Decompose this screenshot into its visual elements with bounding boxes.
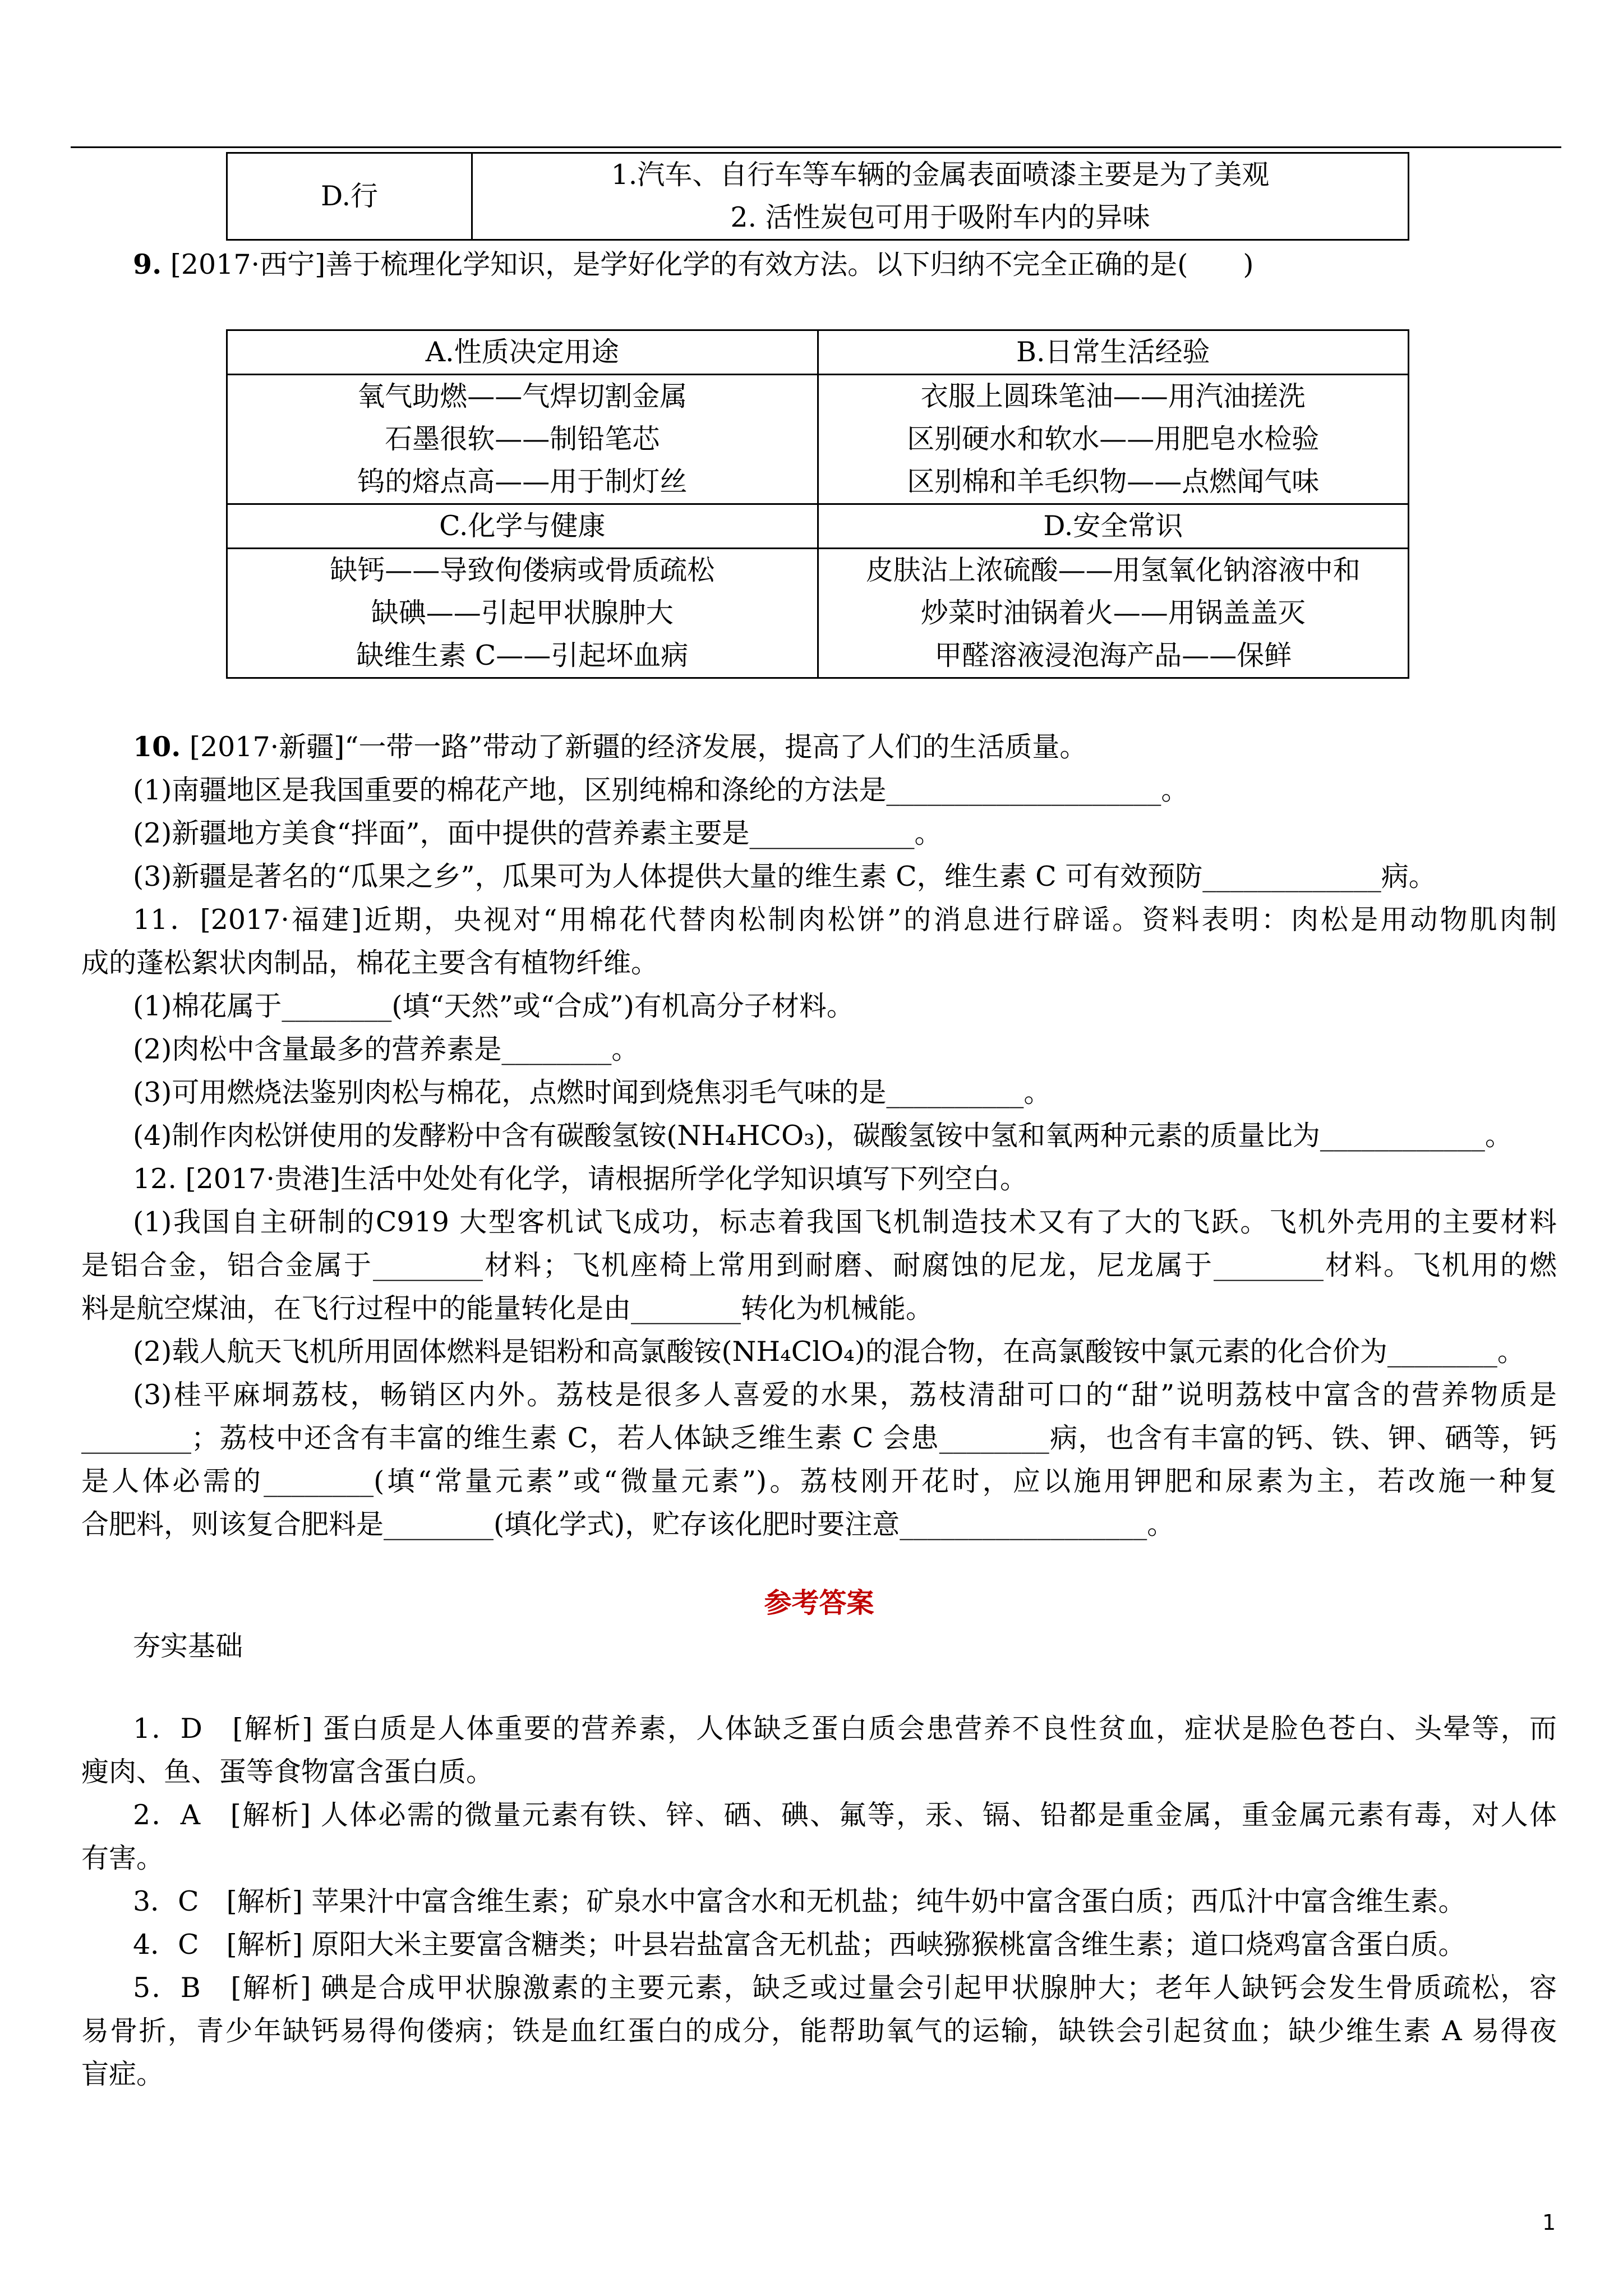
table-row — [227, 153, 1409, 240]
question-10-part-2: (2)新疆地方美食“拌面”，面中提供的营养素主要是____________。 — [133, 817, 942, 849]
question-11-part-3: (3)可用燃烧法鉴别肉松与棉花，点燃时闻到烧焦羽毛气味的是__________。 — [133, 1076, 1052, 1108]
continued-table — [226, 152, 1409, 241]
table-cell-label: D.行 — [227, 153, 472, 240]
table-cell — [818, 375, 1409, 504]
table-item: 炒菜时油锅着火——用锅盖盖灭 — [920, 597, 1306, 629]
table-item: 甲醛溶液浸泡海产品——保鲜 — [934, 639, 1292, 671]
question-12-part-3-line: 合肥料，则该复合肥料是________(填化学式)，贮存该化肥时要注意__________________。 — [81, 1508, 1175, 1540]
table-header-cell: A.性质决定用途 — [227, 330, 818, 375]
question-9 — [81, 243, 1557, 286]
answer-line: 4．C [解析] 原阳大米主要富含糖类；叶县岩盐富含无机盐；西峡猕猴桃富含维生素；道口烧鸡富含蛋白质。 — [133, 1929, 1466, 1961]
question-number: 10. — [133, 730, 181, 763]
answer-line: 3．C [解析] 苹果汁中富含维生素；矿泉水中富含水和无机盐；纯牛奶中富含蛋白质；西瓜汁中富含维生素。 — [133, 1885, 1466, 1917]
answers-section — [81, 1581, 1557, 2096]
table-header-row — [227, 504, 1409, 549]
question-12-part-2-line: (2)载人航天飞机所用固体燃料是铝粉和高氯酸铵(NH₄ClO₄)的混合物，在高氯酸铵中氯元素的化合价为________。 — [133, 1336, 1525, 1368]
table-item: 缺维生素 C——引起坏血病 — [356, 639, 689, 671]
question-9-stem — [81, 243, 1557, 286]
table-cell-items — [472, 153, 1409, 240]
page-content — [0, 152, 1623, 2096]
header-rule — [71, 146, 1561, 148]
table-item: 缺碘——引起甲状腺肿大 — [371, 597, 674, 629]
answers-title: 参考答案 — [764, 1586, 874, 1619]
answers-list — [81, 1707, 1557, 2096]
table-item: 氧气助燃——气焊切割金属 — [357, 380, 688, 412]
table-cell — [227, 375, 818, 504]
table-item: 区别棉和羊毛织物——点燃闻气味 — [907, 466, 1320, 498]
table-item: 区别硬水和软水——用肥皂水检验 — [907, 423, 1320, 455]
question-text: [2017·西宁]善于梳理化学知识，是学好化学的有效方法。以下归纳不完全正确的是( ) — [162, 249, 1254, 280]
question-12-part-3-line: 是人体必需的________(填“常量元素”或“微量元素”)。荔枝刚开花时，应以施用钾肥和尿素为主，若改施一种复 — [81, 1465, 1557, 1497]
question-10-part-3: (3)新疆是著名的“瓜果之乡”，瓜果可为人体提供大量的维生素 C，维生素 C 可有效预防_____________病。 — [133, 861, 1436, 892]
table-header-cell: B.日常生活经验 — [818, 330, 1409, 375]
question-10-part-1: (1)南疆地区是我国重要的棉花产地，区别纯棉和涤纶的方法是____________________。 — [133, 774, 1189, 806]
question-11-part-1: (1)棉花属于________(填“天然”或“合成”)有机高分子材料。 — [133, 990, 854, 1022]
question-12-part-1-line: 是铝合金，铝合金属于________材料；飞机座椅上常用到耐磨、耐腐蚀的尼龙，尼龙属于________材料。飞机用的燃 — [81, 1249, 1557, 1281]
table-item: 钨的熔点高——用于制灯丝 — [357, 466, 688, 498]
table-item: 缺钙——导致佝偻病或骨质疏松 — [330, 554, 715, 586]
question-12-part-3-line: (3)桂平麻垌荔枝，畅销区内外。荔枝是很多人喜爱的水果，荔枝清甜可口的“甜”说明荔枝中富含的营养物质是 — [133, 1379, 1557, 1411]
table-header-row — [227, 330, 1409, 375]
questions-10-12 — [81, 725, 1557, 1546]
answers-subheading: 夯实基础 — [133, 1630, 243, 1662]
table-row — [227, 375, 1409, 504]
question-11-part-4: (4)制作肉松饼使用的发酵粉中含有碳酸氢铵(NH₄HCO₃)，碳酸氢铵中氢和氧两种元素的质量比为____________。 — [133, 1120, 1513, 1152]
table-item: 1.汽车、自行车等车辆的金属表面喷漆主要是为了美观 — [611, 159, 1270, 191]
table-cell — [227, 549, 818, 678]
table-item: 石墨很软——制铅笔芯 — [385, 423, 660, 455]
table-header-cell: C.化学与健康 — [227, 504, 818, 549]
answer-line: 5．B [解析] 碘是合成甲状腺激素的主要元素，缺乏或过量会引起甲状腺肿大；老年人缺钙会发生骨质疏松，容 — [133, 1972, 1557, 2004]
question-11-stem-line: 成的蓬松絮状肉制品，棉花主要含有植物纤维。 — [81, 947, 659, 979]
table-item: 衣服上圆珠笔油——用汽油搓洗 — [920, 380, 1306, 412]
question-12-part-1-line: (1)我国自主研制的C919 大型客机试飞成功，标志着我国飞机制造技术又有了大的飞跃。飞机外壳用的主要材料 — [133, 1206, 1557, 1238]
question-12-part-1-line: 料是航空煤油，在飞行过程中的能量转化是由________转化为机械能。 — [81, 1292, 934, 1324]
question-10-stem — [81, 725, 1557, 769]
answer-line: 易骨折，青少年缺钙易得佝偻病；铁是血红蛋白的成分，能帮助氧气的运输，缺铁会引起贫血；缺少维生素 A 易得夜 — [81, 2015, 1557, 2047]
question-9-table — [226, 329, 1409, 679]
table-cell — [818, 549, 1409, 678]
question-11-part-2: (2)肉松中含量最多的营养素是________。 — [133, 1033, 639, 1065]
answer-line: 瘦肉、鱼、蛋等食物富含蛋白质。 — [81, 1756, 494, 1788]
table-item: 皮肤沾上浓硫酸——用氢氧化钠溶液中和 — [865, 554, 1361, 586]
answer-line: 2．A [解析] 人体必需的微量元素有铁、锌、硒、碘、氟等，汞、镉、铅都是重金属，重金属元素有毒，对人体 — [133, 1799, 1557, 1831]
question-11-stem-line: 11．[2017·福建]近期，央视对“用棉花代替肉松制肉松饼”的消息进行辟谣。资料表明：肉松是用动物肌肉制 — [133, 904, 1557, 936]
page-number: 1 — [1542, 2210, 1556, 2235]
answer-line: 盲症。 — [81, 2058, 164, 2090]
question-text: [2017·新疆]“一带一路”带动了新疆的经济发展，提高了人们的生活质量。 — [181, 731, 1087, 763]
table-item: 2. 活性炭包可用于吸附车内的异味 — [730, 201, 1150, 233]
question-number: 9. — [133, 248, 162, 280]
table-header-cell: D.安全常识 — [818, 504, 1409, 549]
answer-line: 有害。 — [81, 1842, 164, 1874]
question-12-part-3-line: ________；荔枝中还含有丰富的维生素 C，若人体缺乏维生素 C 会患________病，也含有丰富的钙、铁、钾、硒等，钙 — [81, 1422, 1557, 1454]
table-row — [227, 549, 1409, 678]
question-12-stem: 12. [2017·贵港]生活中处处有化学，请根据所学化学知识填写下列空白。 — [133, 1163, 1028, 1195]
answer-line: 1．D [解析] 蛋白质是人体重要的营养素，人体缺乏蛋白质会患营养不良性贫血，症状是脸色苍白、头晕等，而 — [133, 1713, 1557, 1745]
